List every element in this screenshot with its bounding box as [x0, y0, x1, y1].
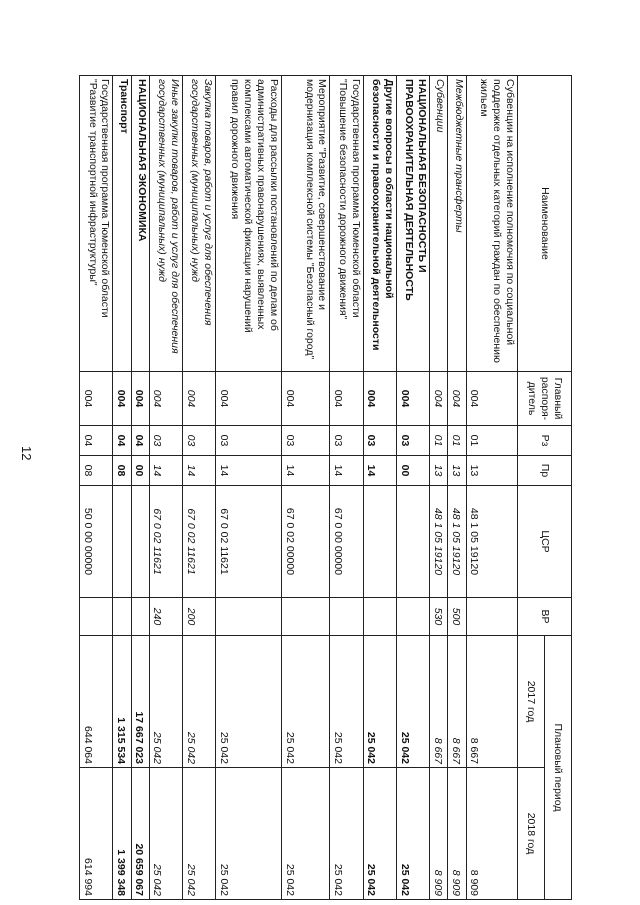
row-admin: 004 — [448, 372, 466, 426]
row-name: Иные закупки товаров, работ и услуг для обеспечения государственных (муниципальных) нужд — [149, 76, 182, 372]
header-2017: 2017 год — [518, 636, 545, 768]
row-pr: 00 — [396, 456, 429, 486]
row-vr — [281, 598, 329, 636]
row-pr: 13 — [430, 456, 448, 486]
header-vr: ВР — [518, 598, 572, 636]
row-admin: 004 — [330, 372, 363, 426]
row-pr: 14 — [183, 456, 216, 486]
row-2017: 25 042 — [396, 636, 429, 768]
row-2018: 20 659 067 — [131, 768, 149, 900]
row-admin: 004 — [363, 372, 396, 426]
row-pr: 14 — [149, 456, 182, 486]
row-2018: 25 042 — [216, 768, 282, 900]
row-name: Другие вопросы в области национальной безопасности и правоохранительной деятельности — [363, 76, 396, 372]
row-csr: 50 0 00 00000 — [80, 486, 113, 598]
row-2018: 25 042 — [396, 768, 429, 900]
row-pr: 08 — [113, 456, 131, 486]
budget-table — [79, 75, 572, 900]
row-pr: 08 — [80, 456, 113, 486]
row-rz: 04 — [113, 426, 131, 456]
row-2018: 8 909 — [430, 768, 448, 900]
row-admin: 004 — [396, 372, 429, 426]
row-name: НАЦИОНАЛЬНАЯ БЕЗОПАСНОСТЬ И ПРАВООХРАНИТЕЛЬНАЯ ДЕЯТЕЛЬНОСТЬ — [396, 76, 429, 372]
row-csr: 67 0 02 11621 — [183, 486, 216, 598]
row-name: НАЦИОНАЛЬНАЯ ЭКОНОМИКА — [131, 76, 149, 372]
row-vr: 240 — [149, 598, 182, 636]
table-row — [216, 76, 282, 900]
header-name: Наименование — [518, 76, 572, 372]
table-row — [149, 76, 182, 900]
row-csr: 67 0 00 00000 — [330, 486, 363, 598]
row-admin: 004 — [113, 372, 131, 426]
table-row — [448, 76, 466, 900]
row-rz: 03 — [216, 426, 282, 456]
row-rz: 03 — [363, 426, 396, 456]
table-row — [131, 76, 149, 900]
row-2017: 644 064 — [80, 636, 113, 768]
row-pr: 14 — [281, 456, 329, 486]
row-2018: 1 399 348 — [113, 768, 131, 900]
row-2017: 25 042 — [216, 636, 282, 768]
row-admin: 004 — [216, 372, 282, 426]
header-planned-period: Плановый период — [545, 636, 572, 900]
header-admin: Главный распоря-дитель — [518, 372, 572, 426]
rotated-page — [79, 75, 572, 899]
row-rz: 01 — [466, 426, 517, 456]
row-2017: 17 667 023 — [131, 636, 149, 768]
row-2018: 25 042 — [281, 768, 329, 900]
row-csr — [396, 486, 429, 598]
row-vr — [131, 598, 149, 636]
table-row — [80, 76, 113, 900]
row-rz: 03 — [396, 426, 429, 456]
row-name: Мероприятие "Развитие, совершенствование и модернизация комплексной системы "Безопасный город" — [281, 76, 329, 372]
row-name: Транспорт — [113, 76, 131, 372]
row-name: Субвенции — [430, 76, 448, 372]
row-2017: 25 042 — [281, 636, 329, 768]
row-2017: 25 042 — [330, 636, 363, 768]
row-2017: 8 667 — [448, 636, 466, 768]
row-rz: 04 — [80, 426, 113, 456]
table-row — [396, 76, 429, 900]
row-vr — [113, 598, 131, 636]
row-csr: 67 0 02 00000 — [281, 486, 329, 598]
row-csr: 48 1 05 19120 — [448, 486, 466, 598]
table-row — [113, 76, 131, 900]
row-rz: 03 — [149, 426, 182, 456]
row-pr: 14 — [363, 456, 396, 486]
row-2017: 8 667 — [466, 636, 517, 768]
row-2018: 25 042 — [183, 768, 216, 900]
row-csr — [113, 486, 131, 598]
header-2018: 2018 год — [518, 768, 545, 900]
row-2018: 25 042 — [330, 768, 363, 900]
row-rz: 04 — [131, 426, 149, 456]
row-admin: 004 — [430, 372, 448, 426]
row-vr — [396, 598, 429, 636]
page-number: 12 — [19, 446, 34, 461]
table-row — [330, 76, 363, 900]
table-row — [363, 76, 396, 900]
table-row — [281, 76, 329, 900]
row-admin: 004 — [466, 372, 517, 426]
table-row — [466, 76, 517, 900]
row-admin: 004 — [149, 372, 182, 426]
row-rz: 03 — [183, 426, 216, 456]
row-pr: 14 — [216, 456, 282, 486]
row-2018: 614 994 — [80, 768, 113, 900]
table-row — [430, 76, 448, 900]
row-rz: 03 — [330, 426, 363, 456]
row-rz: 03 — [281, 426, 329, 456]
row-2017: 25 042 — [183, 636, 216, 768]
row-vr: 530 — [430, 598, 448, 636]
row-admin: 004 — [80, 372, 113, 426]
row-2018: 25 042 — [363, 768, 396, 900]
row-csr — [131, 486, 149, 598]
row-2017: 25 042 — [363, 636, 396, 768]
row-name: Государственная программа Тюменской области "Развитие транспортной инфраструктуры" — [80, 76, 113, 372]
row-2018: 8 909 — [448, 768, 466, 900]
row-name: Субвенции на исполнение полномочия по социальной поддержке отдельных категорий граждан по обеспечению жильем — [466, 76, 517, 372]
row-vr — [216, 598, 282, 636]
row-2017: 25 042 — [149, 636, 182, 768]
row-name: Межбюджетные трансферты — [448, 76, 466, 372]
row-name: Закупка товаров, работ и услуг для обеспечения государственных (муниципальных) нужд — [183, 76, 216, 372]
row-rz: 01 — [448, 426, 466, 456]
row-vr — [466, 598, 517, 636]
row-rz: 01 — [430, 426, 448, 456]
row-2017: 1 315 534 — [113, 636, 131, 768]
row-vr: 500 — [448, 598, 466, 636]
row-2017: 8 667 — [430, 636, 448, 768]
row-vr — [363, 598, 396, 636]
row-admin: 004 — [131, 372, 149, 426]
row-pr: 13 — [466, 456, 517, 486]
row-csr: 67 0 02 11621 — [216, 486, 282, 598]
header-pr: Пр — [518, 456, 572, 486]
row-name: Государственная программа Тюменской области "Повышение безопасности дорожного движения" — [330, 76, 363, 372]
row-csr: 48 1 05 19120 — [466, 486, 517, 598]
row-vr — [80, 598, 113, 636]
row-pr: 13 — [448, 456, 466, 486]
row-csr: 67 0 02 11621 — [149, 486, 182, 598]
row-csr: 48 1 05 19120 — [430, 486, 448, 598]
row-pr: 00 — [131, 456, 149, 486]
row-admin: 004 — [281, 372, 329, 426]
row-2018: 25 042 — [149, 768, 182, 900]
table-row — [183, 76, 216, 900]
header-rz: Рз — [518, 426, 572, 456]
row-2018: 8 909 — [466, 768, 517, 900]
row-admin: 004 — [183, 372, 216, 426]
header-csr: ЦСР — [518, 486, 572, 598]
row-csr — [363, 486, 396, 598]
row-vr: 200 — [183, 598, 216, 636]
row-vr — [330, 598, 363, 636]
row-name: Расходы для рассылки постановлений по делам об административных правонарушениях, выявленных комплексами автоматической фиксации нарушений правил дорожного движения — [216, 76, 282, 372]
row-pr: 14 — [330, 456, 363, 486]
